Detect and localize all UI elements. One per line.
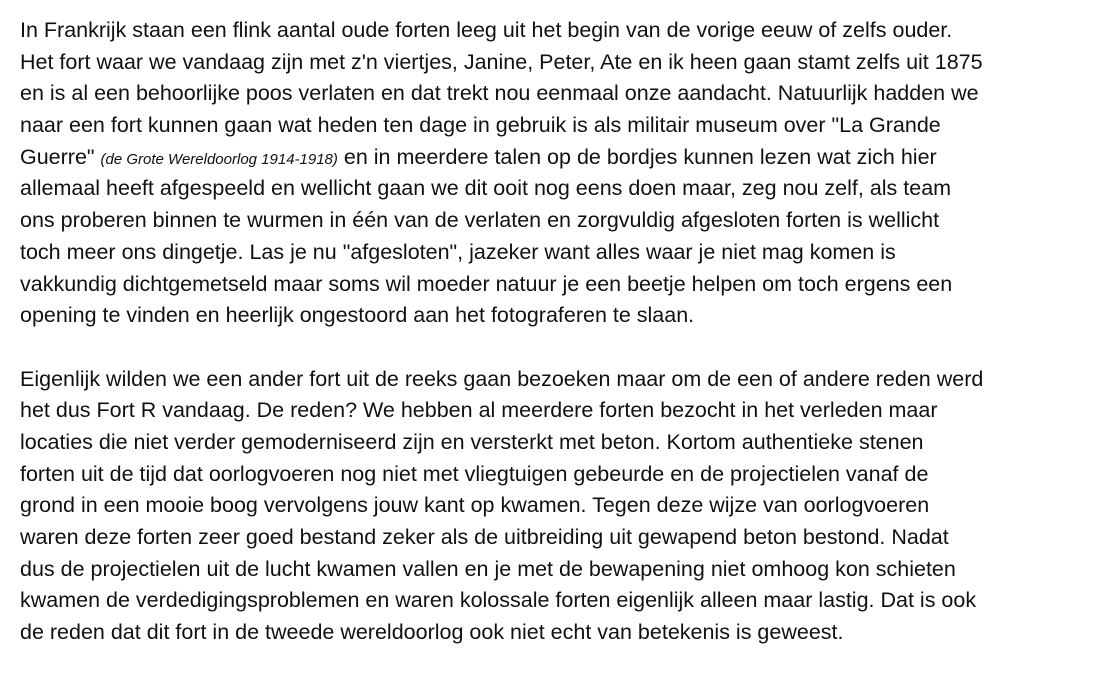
- text-line: dus de projectielen uit de lucht kwamen vallen en je met de bewapening niet omhoog kon schieten: [20, 556, 956, 581]
- text-line: ons proberen binnen te wurmen in één van de verlaten en zorgvuldig afgesloten forten is wellicht: [20, 208, 940, 233]
- text-line: het dus Fort R vandaag. De reden? We hebben al meerdere forten bezocht in het verleden maar: [20, 398, 938, 423]
- text-line: Eigenlijk wilden we een ander fort uit de reeks gaan bezoeken maar om de een of andere reden werd: [20, 366, 984, 391]
- text-line: de reden dat dit fort in de tweede wereldoorlog ook niet echt van betekenis is geweest.: [20, 620, 844, 645]
- text-line: In Frankrijk staan een flink aantal oude forten leeg uit het begin van de vorige eeuw of zelfs ouder.: [20, 18, 953, 42]
- italic-note: (de Grote Wereldoorlog 1914-1918): [100, 150, 338, 168]
- text-line: Het fort waar we vandaag zijn met z'n viertjes, Janine, Peter, Ate en ik heen gaan stamt zelfs uit 1875: [20, 49, 983, 74]
- text-line: [20, 142, 1100, 174]
- text-line: forten uit de tijd dat oorlogvoeren nog niet met vliegtuigen gebeurde en de projectielen vanaf de: [20, 461, 929, 486]
- text-line: allemaal heeft afgespeeld en wellicht gaan we dit ooit nog eens doen maar, zeg nou zelf, als team: [20, 176, 952, 201]
- text-line: opening te vinden en heerlijk ongestoord aan het fotograferen te slaan.: [20, 303, 695, 328]
- document-body: [20, 15, 1100, 649]
- paragraph-spacer: [20, 332, 1100, 364]
- text-line: naar een fort kunnen gaan wat heden ten dage in gebruik is als militair museum over "La Grande: [20, 113, 941, 138]
- text-line: grond in een mooie boog vervolgens jouw kant op kwamen. Tegen deze wijze van oorlogvoeren: [20, 493, 930, 518]
- text-segment: Guerre": [20, 144, 101, 169]
- text-line: en is al een behoorlijke poos verlaten en dat trekt nou eenmaal onze aandacht. Natuurlijk hadden we: [20, 81, 979, 106]
- paragraph-2: [20, 364, 1100, 649]
- paragraph-1: [20, 15, 1100, 332]
- text-line: kwamen de verdedigingsproblemen en waren kolossale forten eigenlijk alleen maar lastig. Dat is ook: [20, 588, 977, 613]
- text-line: vakkundig dichtgemetseld maar soms wil moeder natuur je een beetje helpen om toch ergens een: [20, 271, 953, 296]
- text-line: toch meer ons dingetje. Las je nu "afgesloten", jazeker want alles waar je niet mag komen is: [20, 239, 896, 264]
- text-segment: en in meerdere talen op de bordjes kunnen lezen wat zich hier: [337, 144, 937, 169]
- text-line: waren deze forten zeer goed bestand zeker als de uitbreiding uit gewapend beton bestond. Nadat: [20, 525, 949, 549]
- text-line: locaties die niet verder gemoderniseerd zijn en versterkt met beton. Kortom authentieke stenen: [20, 429, 924, 454]
